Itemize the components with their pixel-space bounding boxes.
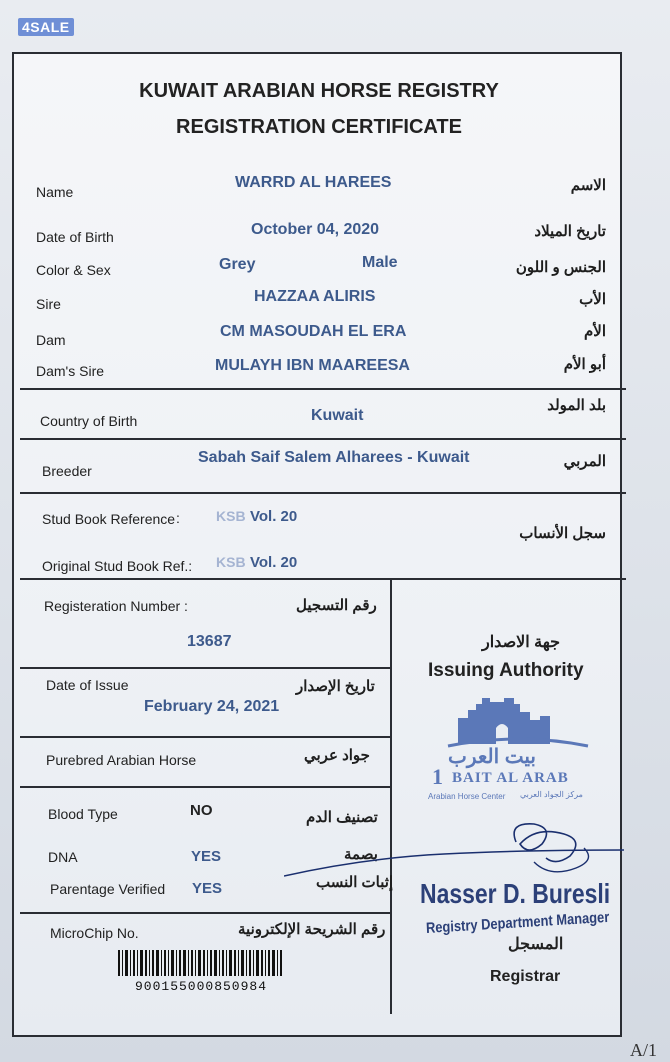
certificate-title: KUWAIT ARABIAN HORSE REGISTRY bbox=[139, 80, 499, 102]
bait-al-arab-logo bbox=[418, 696, 618, 816]
dam-value: CM MASOUDAH EL ERA bbox=[220, 323, 407, 340]
parentage-label: Parentage Verified bbox=[50, 881, 166, 897]
breeder-label: Breeder bbox=[42, 463, 92, 479]
blood-type-arabic: تصنيف الدم bbox=[306, 809, 378, 826]
divider bbox=[20, 736, 392, 738]
logo-arabic-name: بيت العرب bbox=[448, 746, 536, 768]
stud-book-value: Vol. 20 bbox=[250, 508, 298, 525]
logo-subtitle-en: Arabian Horse Center bbox=[428, 792, 506, 801]
microchip-label: MicroChip No. bbox=[50, 925, 139, 941]
blood-type-label: Blood Type bbox=[48, 806, 118, 822]
microchip-number: 900155000850984 bbox=[134, 979, 268, 994]
registration-label: Registeration Number : bbox=[44, 598, 188, 614]
divider bbox=[20, 786, 392, 788]
page-corner-marker: A/1 bbox=[630, 1040, 657, 1060]
parentage-value: YES bbox=[192, 880, 223, 897]
dams-sire-label: Dam's Sire bbox=[36, 363, 105, 379]
breeder-arabic: المربي bbox=[563, 453, 606, 470]
country-label: Country of Birth bbox=[40, 413, 138, 429]
color-sex-arabic: الجنس و اللون bbox=[515, 259, 606, 276]
signer-title: Registry Department Manager bbox=[425, 908, 610, 937]
divider bbox=[20, 578, 626, 580]
stud-book-label: Stud Book Reference bbox=[42, 511, 176, 527]
issue-label: Date of Issue bbox=[46, 677, 129, 693]
purebred-arabic: جواد عربي bbox=[304, 747, 370, 764]
divider bbox=[20, 388, 626, 390]
dam-label: Dam bbox=[36, 332, 66, 348]
dob-arabic: تاريخ الميلاد bbox=[534, 223, 606, 240]
microchip-barcode bbox=[116, 950, 286, 1000]
blood-type-value: NO bbox=[190, 802, 213, 819]
issuing-authority-arabic: جهة الاصدار bbox=[482, 634, 561, 651]
signer-name: Nasser D. Buresli bbox=[420, 878, 611, 909]
dob-value: October 04, 2020 bbox=[251, 221, 380, 238]
divider bbox=[20, 912, 392, 914]
stud-book-prefix: KSB bbox=[216, 508, 246, 524]
watermark-badge: 4SALE bbox=[18, 18, 74, 36]
country-arabic: بلد المولد bbox=[547, 397, 606, 414]
name-label: Name bbox=[36, 184, 74, 200]
divider bbox=[20, 492, 626, 494]
certificate-page bbox=[12, 52, 622, 1037]
column-divider bbox=[390, 578, 392, 1014]
breeder-value: Sabah Saif Salem Alharees - Kuwait bbox=[198, 449, 470, 466]
color-value: Grey bbox=[219, 256, 256, 273]
logo-number: 1 bbox=[432, 764, 443, 789]
country-value: Kuwait bbox=[311, 407, 364, 424]
divider bbox=[20, 438, 626, 440]
issue-arabic: تاريخ الإصدار bbox=[296, 678, 375, 695]
dna-label: DNA bbox=[48, 849, 78, 865]
orig-stud-book-value: Vol. 20 bbox=[250, 554, 298, 571]
signer-title-arabic: المسجل bbox=[508, 936, 564, 953]
barcode-graphic bbox=[116, 950, 286, 976]
name-arabic: الاسم bbox=[570, 177, 606, 194]
registration-arabic: رقم التسجيل bbox=[296, 597, 377, 614]
dam-arabic: الأم bbox=[583, 323, 606, 340]
name-value: WARRD AL HAREES bbox=[235, 174, 392, 191]
logo-subtitle-ar: مركز الجواد العربي bbox=[520, 790, 583, 799]
sire-value: HAZZAA ALIRIS bbox=[254, 288, 376, 305]
divider bbox=[20, 667, 392, 669]
sire-label: Sire bbox=[36, 296, 61, 312]
orig-stud-book-label: Original Stud Book Ref.: bbox=[42, 558, 193, 574]
issuing-authority-label: Issuing Authority bbox=[428, 660, 584, 681]
castle-icon bbox=[418, 696, 618, 748]
dams-sire-value: MULAYH IBN MAAREESA bbox=[215, 357, 410, 374]
logo-name: BAIT AL ARAB bbox=[452, 770, 569, 786]
certificate-subtitle: REGISTRATION CERTIFICATE bbox=[176, 116, 462, 138]
issue-value: February 24, 2021 bbox=[144, 698, 280, 715]
orig-stud-book-prefix: KSB bbox=[216, 554, 246, 570]
dna-value: YES bbox=[191, 848, 222, 865]
stud-book-arabic: سجل الأنساب bbox=[519, 525, 606, 542]
sex-value: Male bbox=[362, 254, 398, 271]
stud-book-colon: : bbox=[176, 510, 180, 526]
registration-value: 13687 bbox=[187, 633, 232, 650]
parentage-arabic: إثبات النسب bbox=[316, 874, 394, 891]
microchip-arabic: رقم الشريحة الإلكترونية bbox=[238, 921, 386, 938]
color-sex-label: Color & Sex bbox=[36, 262, 111, 278]
dna-arabic: بصمة bbox=[344, 846, 378, 863]
purebred-label: Purebred Arabian Horse bbox=[46, 752, 197, 768]
dams-sire-arabic: أبو الأم bbox=[563, 356, 606, 373]
registrar-label: Registrar bbox=[490, 968, 561, 985]
dob-label: Date of Birth bbox=[36, 229, 114, 245]
sire-arabic: الأب bbox=[579, 291, 606, 308]
